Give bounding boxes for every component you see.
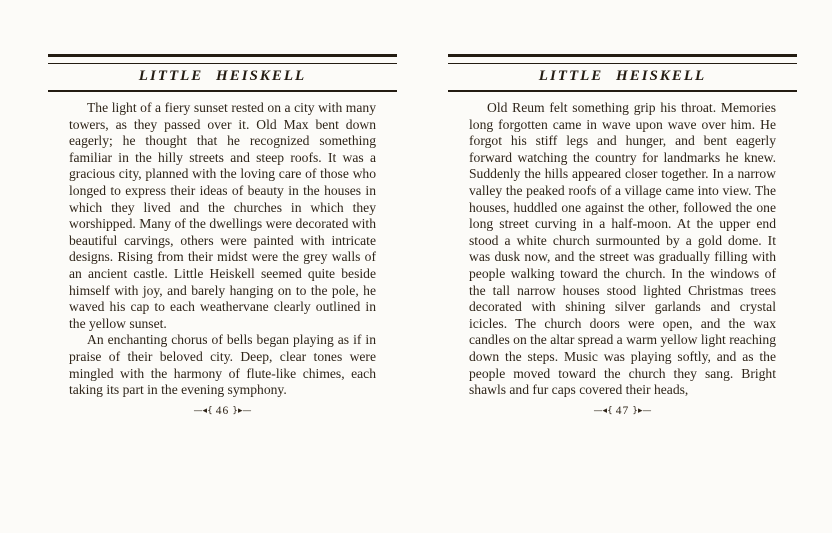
body-paragraph: Old Reum felt something grip his throat. Memories long forgotten came in wave upon wave over him. He forgot his stiff legs and hunger, and bent eagerly forward watching the country for landmarks he knew. Suddenly the hills appeared closer together. In a narrow valley the peaked roofs of a village came into view. The houses, huddled one against the other, followed the one long street curving in a half-moon. At the upper end stood a white church surmounted by a gold dome. It was dusk now, and the street was gradually filling with people walking toward the church. In the windows of the tall narrow houses stood lighted Christmas trees decorated with shining silver garlands and crystal icicles. The church doors were open, and the wax candles on the altar spread a warm yellow light reaching down the steps. Music was playing softly, and as the people moved toward the church they sang. Bright shawls and fur caps covered their heads, <box>469 100 776 398</box>
left-folio-line <box>48 404 397 419</box>
right-page <box>448 54 797 419</box>
left-running-head: LITTLE HEISKELL <box>138 68 307 84</box>
body-paragraph: An enchanting chorus of bells began playing as if in praise of their beloved city. Deep, clear tones were mingled with the harmony of flute-like chimes, each taking its part in the evening symphony. <box>69 332 376 398</box>
right-running-head: LITTLE HEISKELL <box>538 68 707 84</box>
folio-ornament-left: —◂{ <box>593 405 613 416</box>
folio-ornament-right: }▸— <box>632 405 652 416</box>
body-paragraph: The light of a fiery sunset rested on a city with many towers, as they passed over it. Old Max bent down eagerly; he thought that he recognized something familiar in the hilly streets and steep roofs. It was a gracious city, planned with the loving care of those who longed to express their ideas of beauty in the houses in which they lived and the churches in which they worshipped. Many of the dwellings were decorated with beautiful carvings, others were painted with intricate designs. Rising from their midst were the grey walls of an ancient castle. Little Heiskell seemed quite beside himself with joy, and barely hanging on to the pole, he waved his cap to each weathervane clearly outlined in the yellow sunset. <box>69 100 376 331</box>
right-folio-number: 47 <box>615 404 630 417</box>
left-page-body <box>48 100 397 399</box>
left-folio-number: 46 <box>215 404 230 417</box>
folio-ornament-right: }▸— <box>232 405 252 416</box>
left-page <box>48 54 397 419</box>
right-header-rule-bottom <box>448 90 797 92</box>
left-header-rule-top <box>48 54 397 64</box>
right-page-body <box>448 100 797 399</box>
right-folio-line <box>448 404 797 419</box>
right-header-rule-top <box>448 54 797 64</box>
left-header-rule-bottom <box>48 90 397 92</box>
folio-ornament-left: —◂{ <box>193 405 213 416</box>
